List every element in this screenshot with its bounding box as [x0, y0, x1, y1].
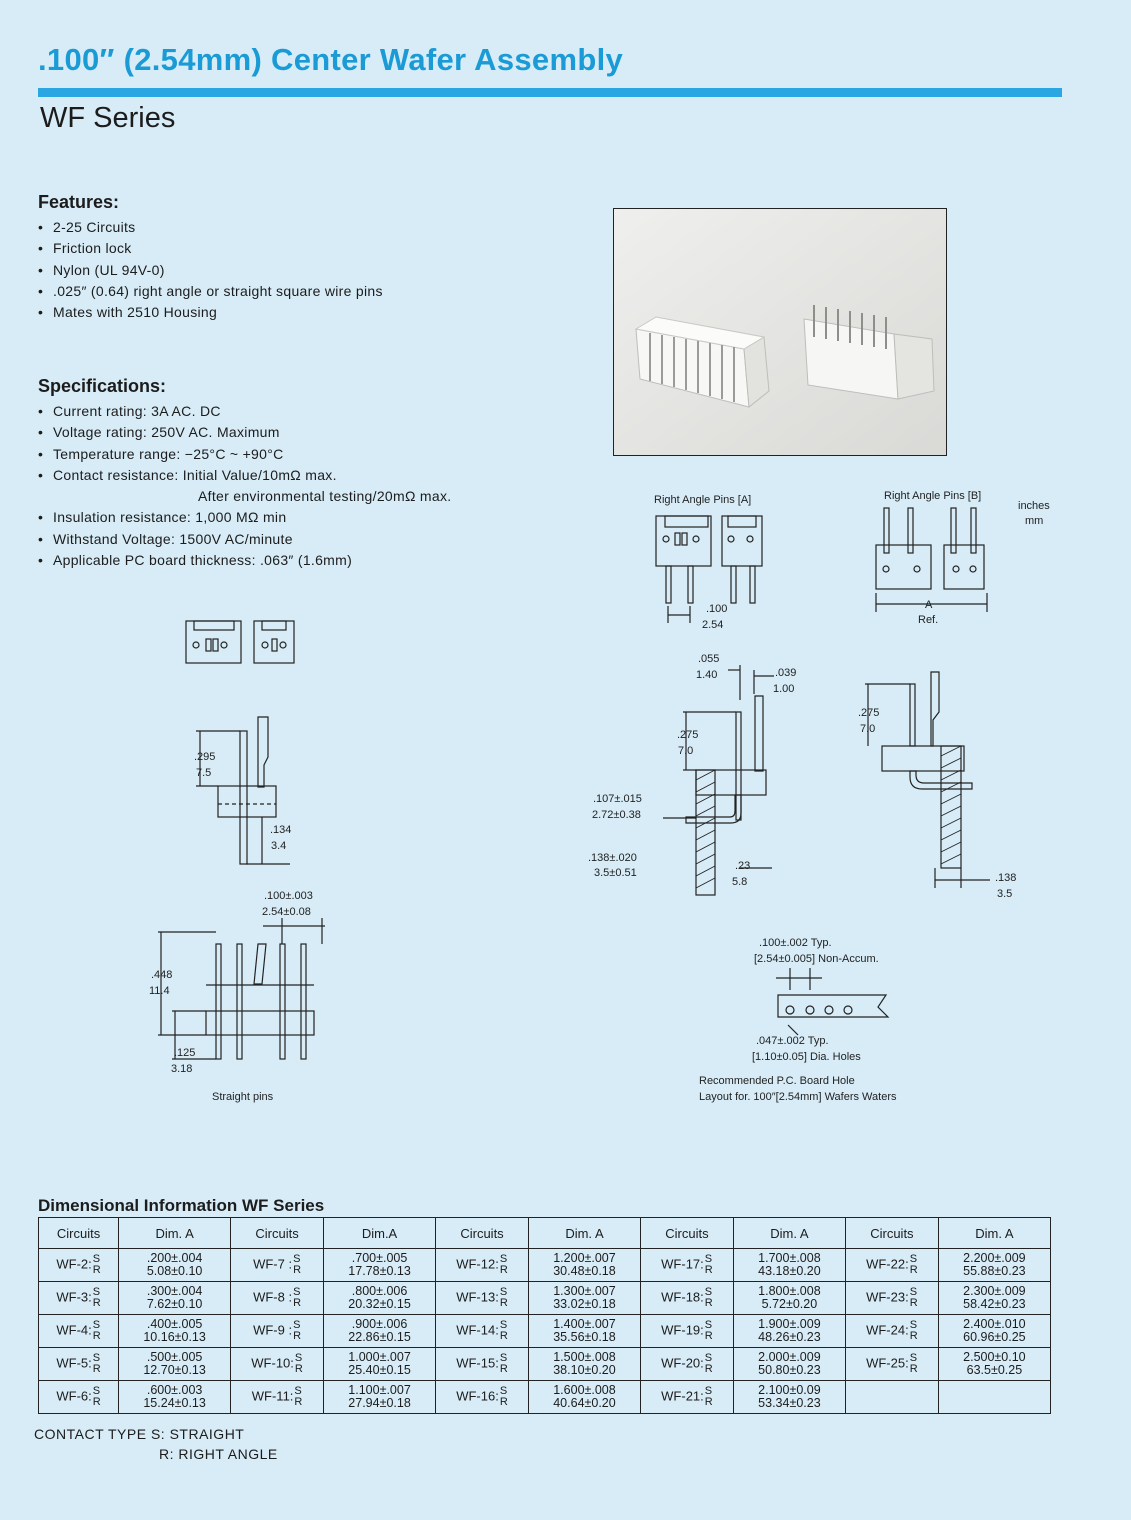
dim-a-inches: 2.300±.009 — [963, 1284, 1026, 1298]
feature-item: • Mates with 2510 Housing — [38, 302, 518, 323]
dim-a-inches: 1.800±.008 — [758, 1284, 821, 1298]
dim-a-mm: 55.88±0.23 — [963, 1264, 1026, 1278]
pitch-label: .100 — [706, 603, 728, 615]
circuit-cell — [845, 1348, 938, 1381]
contact-type-marker — [705, 1353, 713, 1375]
dim-a-mm: 10.16±0.13 — [143, 1330, 206, 1344]
circuit-cell — [39, 1249, 119, 1282]
contact-type-marker — [93, 1287, 101, 1309]
dim-label: .134 — [270, 824, 292, 836]
dim-a-cell — [733, 1381, 845, 1414]
circuit-name: WF-14: — [456, 1322, 499, 1338]
straight-marker: S — [499, 1319, 508, 1331]
dim-a-mm: 20.32±0.15 — [348, 1297, 411, 1311]
contact-type-marker — [705, 1320, 713, 1342]
series-title: WF Series — [40, 102, 176, 134]
dim-a-mm: 48.26±0.23 — [758, 1330, 821, 1344]
circuit-name: WF-2: — [56, 1256, 92, 1272]
straight-marker: S — [92, 1286, 101, 1298]
contact-type-marker — [910, 1353, 918, 1375]
right-angle-marker: R — [92, 1297, 101, 1309]
straight-marker: S — [704, 1286, 713, 1298]
circuit-cell — [641, 1249, 734, 1282]
hole-typ-mm-label: [1.10±0.05] Dia. Holes — [752, 1051, 861, 1063]
spec-item: • Applicable PC board thickness: .063″ (1.6mm) — [38, 550, 598, 571]
dim-a-mm: 12.70±0.13 — [143, 1363, 206, 1377]
col-header: Dim. A — [938, 1218, 1050, 1249]
dim-a-cell — [733, 1348, 845, 1381]
dim-a-inches: 1.700±.008 — [758, 1251, 821, 1265]
straight-marker: S — [704, 1385, 713, 1397]
circuit-cell — [39, 1348, 119, 1381]
dim-label: .107±.015 — [593, 793, 642, 805]
dim-a-mm: 50.80±0.23 — [758, 1363, 821, 1377]
circuit-name: WF-4: — [56, 1322, 92, 1338]
right-angle-marker: R — [293, 1330, 302, 1342]
ref-label: Ref. — [918, 614, 939, 626]
dim-a-mm: 5.72±0.20 — [761, 1297, 818, 1311]
straight-marker: S — [92, 1385, 101, 1397]
dim-a-cell — [324, 1348, 436, 1381]
dim-a-cell — [119, 1315, 231, 1348]
dim-label: 3.5±0.51 — [594, 867, 637, 879]
dim-label: 5.8 — [732, 876, 748, 888]
circuit-name: WF-7 : — [253, 1256, 293, 1272]
feature-item: • Friction lock — [38, 238, 518, 259]
contact-type-marker — [705, 1254, 713, 1276]
dim-label: 1.00 — [773, 683, 795, 695]
dim-a-cell — [938, 1348, 1050, 1381]
feature-item: • 2-25 Circuits — [38, 217, 518, 238]
dim-a-inches: 1.900±.009 — [758, 1317, 821, 1331]
table-row — [39, 1315, 1051, 1348]
right-angle-marker: R — [499, 1264, 508, 1276]
features-heading: Features: — [38, 192, 120, 212]
dim-a-cell — [528, 1315, 640, 1348]
dim-a-inches: 1.400±.007 — [553, 1317, 616, 1331]
dim-a-cell — [324, 1381, 436, 1414]
dim-label: .275 — [677, 729, 699, 741]
circuit-name: WF-8 : — [253, 1289, 293, 1305]
right-angle-b-drawing — [876, 508, 987, 612]
dim-a-inches: .800±.006 — [351, 1284, 408, 1298]
circuit-name: WF-5: — [56, 1355, 92, 1371]
dim-a-mm: 40.64±0.20 — [553, 1396, 616, 1410]
col-header: Dim. A — [733, 1218, 845, 1249]
contact-type-marker — [500, 1287, 508, 1309]
dim-a-cell — [119, 1249, 231, 1282]
contact-type-marker — [705, 1287, 713, 1309]
col-header: Circuits — [231, 1218, 324, 1249]
dim-a-mm: 63.5±0.25 — [966, 1363, 1023, 1377]
dim-a-mm: 15.24±0.13 — [143, 1396, 206, 1410]
circuit-name: WF-23: — [866, 1289, 909, 1305]
straight-marker: S — [909, 1286, 918, 1298]
dim-a-inches: 2.200±.009 — [963, 1251, 1026, 1265]
circuit-name: WF-17: — [661, 1256, 704, 1272]
dim-a-cell — [324, 1315, 436, 1348]
dim-a-cell — [938, 1249, 1050, 1282]
dim-label: .055 — [698, 653, 720, 665]
circuit-cell — [641, 1381, 734, 1414]
contact-type-marker — [705, 1386, 713, 1408]
table-title: Dimensional Information WF Series — [38, 1196, 325, 1215]
dim-a-inches: 2.100±0.09 — [758, 1383, 821, 1397]
circuit-cell — [231, 1282, 324, 1315]
dim-a-cell — [119, 1381, 231, 1414]
right-angle-marker: R — [499, 1363, 508, 1375]
feature-item: • Nylon (UL 94V-0) — [38, 260, 518, 281]
circuit-name: WF-21: — [661, 1388, 704, 1404]
dim-a-label: A — [925, 599, 933, 611]
straight-marker: S — [293, 1253, 301, 1265]
circuit-cell — [436, 1282, 529, 1315]
right-angle-marker: R — [704, 1396, 713, 1408]
contact-type-marker — [293, 1287, 301, 1309]
dim-a-inches: .500±.005 — [146, 1350, 203, 1364]
spec-item: • Temperature range: −25°C ~ +90°C — [38, 444, 598, 465]
straight-pins-caption: Straight pins — [212, 1091, 274, 1103]
dim-a-mm: 27.94±0.18 — [348, 1396, 411, 1410]
right-angle-marker: R — [92, 1264, 101, 1276]
pcb-hole-layout-drawing — [776, 968, 888, 1035]
dim-a-cell — [119, 1348, 231, 1381]
circuit-cell — [641, 1282, 734, 1315]
right-angle-marker: R — [92, 1396, 101, 1408]
top-view-drawing — [186, 621, 294, 663]
dim-a-mm: 43.18±0.20 — [758, 1264, 821, 1278]
straight-marker: S — [499, 1253, 508, 1265]
dim-label: .138 — [995, 872, 1017, 884]
circuit-cell — [39, 1282, 119, 1315]
dim-label: .100±.003 — [264, 890, 313, 902]
hole-typ-label: .047±.002 Typ. — [756, 1035, 829, 1047]
pitch-mm-label: 2.54 — [702, 619, 724, 631]
dim-label: .23 — [735, 860, 751, 872]
straight-marker: S — [704, 1319, 713, 1331]
straight-marker: S — [92, 1253, 101, 1265]
dim-a-inches: 1.200±.007 — [553, 1251, 616, 1265]
dim-a-mm: 53.34±0.23 — [758, 1396, 821, 1410]
straight-marker: S — [909, 1352, 918, 1364]
col-header: Circuits — [436, 1218, 529, 1249]
straight-marker: S — [704, 1253, 713, 1265]
right-angle-marker: R — [704, 1264, 713, 1276]
circuit-cell — [39, 1315, 119, 1348]
table-body — [39, 1249, 1051, 1414]
dim-label: .448 — [151, 969, 173, 981]
contact-type-line1: CONTACT TYPE S: STRAIGHT — [34, 1426, 245, 1442]
right-angle-side-b-drawing — [865, 672, 990, 888]
circuit-name: WF-9 : — [253, 1322, 293, 1338]
straight-marker: S — [499, 1385, 508, 1397]
right-angle-marker: R — [499, 1297, 508, 1309]
right-angle-side-a-drawing — [663, 665, 774, 895]
straight-marker: S — [704, 1352, 713, 1364]
right-angle-marker: R — [909, 1330, 918, 1342]
dim-a-inches: 2.400±.010 — [963, 1317, 1026, 1331]
dim-label: .275 — [858, 707, 880, 719]
right-angle-marker: R — [499, 1396, 508, 1408]
col-header: Dim. A — [119, 1218, 231, 1249]
dim-a-mm: 5.08±0.10 — [146, 1264, 203, 1278]
circuit-cell — [436, 1381, 529, 1414]
circuit-name: WF-18: — [661, 1289, 704, 1305]
spec-item: • Current rating: 3A AC. DC — [38, 401, 598, 422]
circuit-cell — [231, 1249, 324, 1282]
dim-a-mm: 33.02±0.18 — [553, 1297, 616, 1311]
straight-marker: S — [293, 1286, 301, 1298]
table-header-row — [39, 1218, 1051, 1249]
circuit-name: WF-20: — [661, 1355, 704, 1371]
dim-a-cell — [938, 1381, 1050, 1414]
dim-a-inches: .900±.006 — [351, 1317, 408, 1331]
dim-label: .039 — [775, 667, 797, 679]
dim-label: 11.4 — [149, 985, 170, 997]
dim-a-mm: 25.40±0.15 — [348, 1363, 411, 1377]
right-angle-b-label: Right Angle Pins [B] — [884, 490, 982, 502]
dim-a-cell — [528, 1348, 640, 1381]
feature-item: • .025″ (0.64) right angle or straight square wire pins — [38, 281, 518, 302]
circuit-cell — [641, 1348, 734, 1381]
right-angle-marker: R — [909, 1297, 918, 1309]
circuit-cell — [436, 1315, 529, 1348]
contact-type-marker — [93, 1320, 101, 1342]
dim-a-cell — [733, 1249, 845, 1282]
contact-type-marker — [295, 1353, 303, 1375]
circuit-cell — [845, 1282, 938, 1315]
circuit-cell — [845, 1315, 938, 1348]
right-angle-a-label: Right Angle Pins [A] — [654, 494, 752, 506]
circuit-name: WF-24: — [866, 1322, 909, 1338]
dim-label: 2.54±0.08 — [262, 906, 311, 918]
dim-a-inches: 1.300±.007 — [553, 1284, 616, 1298]
circuit-name: WF-12: — [456, 1256, 499, 1272]
dim-a-inches: 1.500±.008 — [553, 1350, 616, 1364]
right-angle-marker: R — [909, 1363, 918, 1375]
col-header: Dim.A — [324, 1218, 436, 1249]
dim-a-inches: 2.500±0.10 — [963, 1350, 1026, 1364]
dim-a-inches: 1.600±.008 — [553, 1383, 616, 1397]
straight-marker: S — [499, 1286, 508, 1298]
straight-marker: S — [499, 1352, 508, 1364]
page-title: .100″ (2.54mm) Center Wafer Assembly — [38, 42, 624, 77]
dim-label: 3.4 — [271, 840, 287, 852]
col-header: Circuits — [845, 1218, 938, 1249]
table-row — [39, 1381, 1051, 1414]
circuit-name: WF-16: — [456, 1388, 499, 1404]
dim-a-cell — [528, 1381, 640, 1414]
dim-a-mm: 30.48±0.18 — [553, 1264, 616, 1278]
dim-a-mm: 7.62±0.10 — [146, 1297, 203, 1311]
circuit-name: WF-22: — [866, 1256, 909, 1272]
dim-label: .138±.020 — [588, 852, 637, 864]
dim-label: 7.5 — [196, 767, 212, 779]
right-angle-marker: R — [92, 1330, 101, 1342]
circuit-cell — [231, 1381, 324, 1414]
pcb-caption-line1: Recommended P.C. Board Hole — [699, 1075, 855, 1087]
dim-a-mm: 35.56±0.18 — [553, 1330, 616, 1344]
dim-a-inches: 1.100±.007 — [348, 1383, 411, 1397]
circuit-cell — [436, 1348, 529, 1381]
circuit-name: WF-11: — [251, 1388, 294, 1404]
dimensional-table — [38, 1217, 1051, 1414]
dim-label: 7.0 — [678, 745, 694, 757]
right-angle-marker: R — [294, 1363, 303, 1375]
contact-type-marker — [500, 1353, 508, 1375]
col-header: Circuits — [641, 1218, 734, 1249]
contact-type-line2: R: RIGHT ANGLE — [159, 1446, 278, 1462]
dim-a-cell — [324, 1249, 436, 1282]
right-angle-marker: R — [293, 1297, 302, 1309]
circuit-name: WF-13: — [456, 1289, 499, 1305]
contact-type-marker — [93, 1353, 101, 1375]
contact-type-marker — [93, 1386, 101, 1408]
straight-marker: S — [293, 1319, 301, 1331]
straight-marker: S — [294, 1385, 302, 1397]
dim-label: 2.72±0.38 — [592, 809, 641, 821]
right-angle-marker: R — [704, 1330, 713, 1342]
contact-type-marker — [293, 1320, 301, 1342]
spec-item-continuation: After environmental testing/20mΩ max. — [198, 488, 452, 505]
right-angle-marker: R — [499, 1330, 508, 1342]
circuit-cell — [845, 1381, 938, 1414]
pcb-caption-line2: Layout for. 100″[2.54mm] Wafers Waters — [699, 1091, 897, 1103]
dim-a-inches: .700±.005 — [351, 1251, 408, 1265]
dim-label: .295 — [194, 751, 216, 763]
contact-type-marker — [500, 1386, 508, 1408]
straight-marker: S — [909, 1319, 918, 1331]
circuit-name: WF-19: — [661, 1322, 704, 1338]
circuit-cell — [641, 1315, 734, 1348]
dim-label: 3.5 — [997, 888, 1013, 900]
spec-item: • Withstand Voltage: 1500V AC/minute — [38, 529, 598, 550]
straight-marker: S — [294, 1352, 303, 1364]
dim-a-cell — [938, 1282, 1050, 1315]
right-angle-marker: R — [909, 1264, 918, 1276]
col-header: Circuits — [39, 1218, 119, 1249]
units-inches-label: inches — [1018, 500, 1050, 512]
circuit-cell — [436, 1249, 529, 1282]
contact-type-marker — [910, 1320, 918, 1342]
circuit-cell — [845, 1249, 938, 1282]
right-angle-marker: R — [92, 1363, 101, 1375]
circuit-cell — [231, 1348, 324, 1381]
dim-label: 1.40 — [696, 669, 718, 681]
contact-type-marker — [500, 1254, 508, 1276]
dim-a-mm: 38.10±0.20 — [553, 1363, 616, 1377]
straight-marker: S — [909, 1253, 918, 1265]
contact-type-marker — [910, 1287, 918, 1309]
circuit-name: WF-25: — [866, 1355, 909, 1371]
dim-a-inches: .200±.004 — [146, 1251, 203, 1265]
circuit-name: WF-15: — [456, 1355, 499, 1371]
contact-type-marker — [294, 1386, 302, 1408]
dim-a-inches: 2.000±.009 — [758, 1350, 821, 1364]
dim-a-cell — [324, 1282, 436, 1315]
straight-marker: S — [92, 1352, 101, 1364]
dim-a-mm: 17.78±0.13 — [348, 1264, 411, 1278]
right-angle-marker: R — [293, 1264, 302, 1276]
specifications-heading: Specifications: — [38, 376, 167, 396]
spec-item: • Insulation resistance: 1,000 MΩ min — [38, 507, 598, 528]
circuit-name: WF-3: — [56, 1289, 92, 1305]
dim-a-inches: 1.000±.007 — [348, 1350, 411, 1364]
right-angle-marker: R — [704, 1297, 713, 1309]
units-mm-label: mm — [1025, 515, 1044, 527]
circuit-cell — [39, 1381, 119, 1414]
dim-a-mm: 58.42±0.23 — [963, 1297, 1026, 1311]
dim-a-cell — [119, 1282, 231, 1315]
dim-a-mm: 60.96±0.25 — [963, 1330, 1026, 1344]
contact-type-marker — [93, 1254, 101, 1276]
col-header: Dim. A — [528, 1218, 640, 1249]
dim-a-cell — [733, 1315, 845, 1348]
circuit-name: WF-10: — [251, 1355, 294, 1371]
dim-a-mm: 22.86±0.15 — [348, 1330, 411, 1344]
dim-a-inches: .400±.005 — [146, 1317, 203, 1331]
circuit-name: WF-6: — [56, 1388, 92, 1404]
table-row — [39, 1348, 1051, 1381]
dim-label: 3.18 — [171, 1063, 193, 1075]
dim-label: .125 — [174, 1047, 196, 1059]
dim-a-cell — [528, 1282, 640, 1315]
dim-a-cell — [528, 1249, 640, 1282]
dim-label: 7.0 — [860, 723, 876, 735]
contact-type-legend — [34, 1424, 278, 1464]
straight-marker: S — [92, 1319, 101, 1331]
table-row — [39, 1249, 1051, 1282]
right-angle-marker: R — [704, 1363, 713, 1375]
contact-type-marker — [500, 1320, 508, 1342]
spec-item: • Contact resistance: Initial Value/10mΩ max. — [38, 465, 598, 486]
pitch-typ-mm-label: [2.54±0.005] Non-Accum. — [754, 953, 879, 965]
straight-pins-front-drawing — [158, 918, 325, 1059]
dim-a-cell — [938, 1315, 1050, 1348]
right-angle-marker: R — [294, 1396, 303, 1408]
table-row — [39, 1282, 1051, 1315]
dim-a-cell — [733, 1282, 845, 1315]
circuit-cell — [231, 1315, 324, 1348]
spec-item: • Voltage rating: 250V AC. Maximum — [38, 422, 598, 443]
dim-a-inches: .600±.003 — [146, 1383, 203, 1397]
pitch-typ-label: .100±.002 Typ. — [759, 937, 832, 949]
dim-a-inches: .300±.004 — [146, 1284, 203, 1298]
contact-type-marker — [910, 1254, 918, 1276]
contact-type-marker — [293, 1254, 301, 1276]
